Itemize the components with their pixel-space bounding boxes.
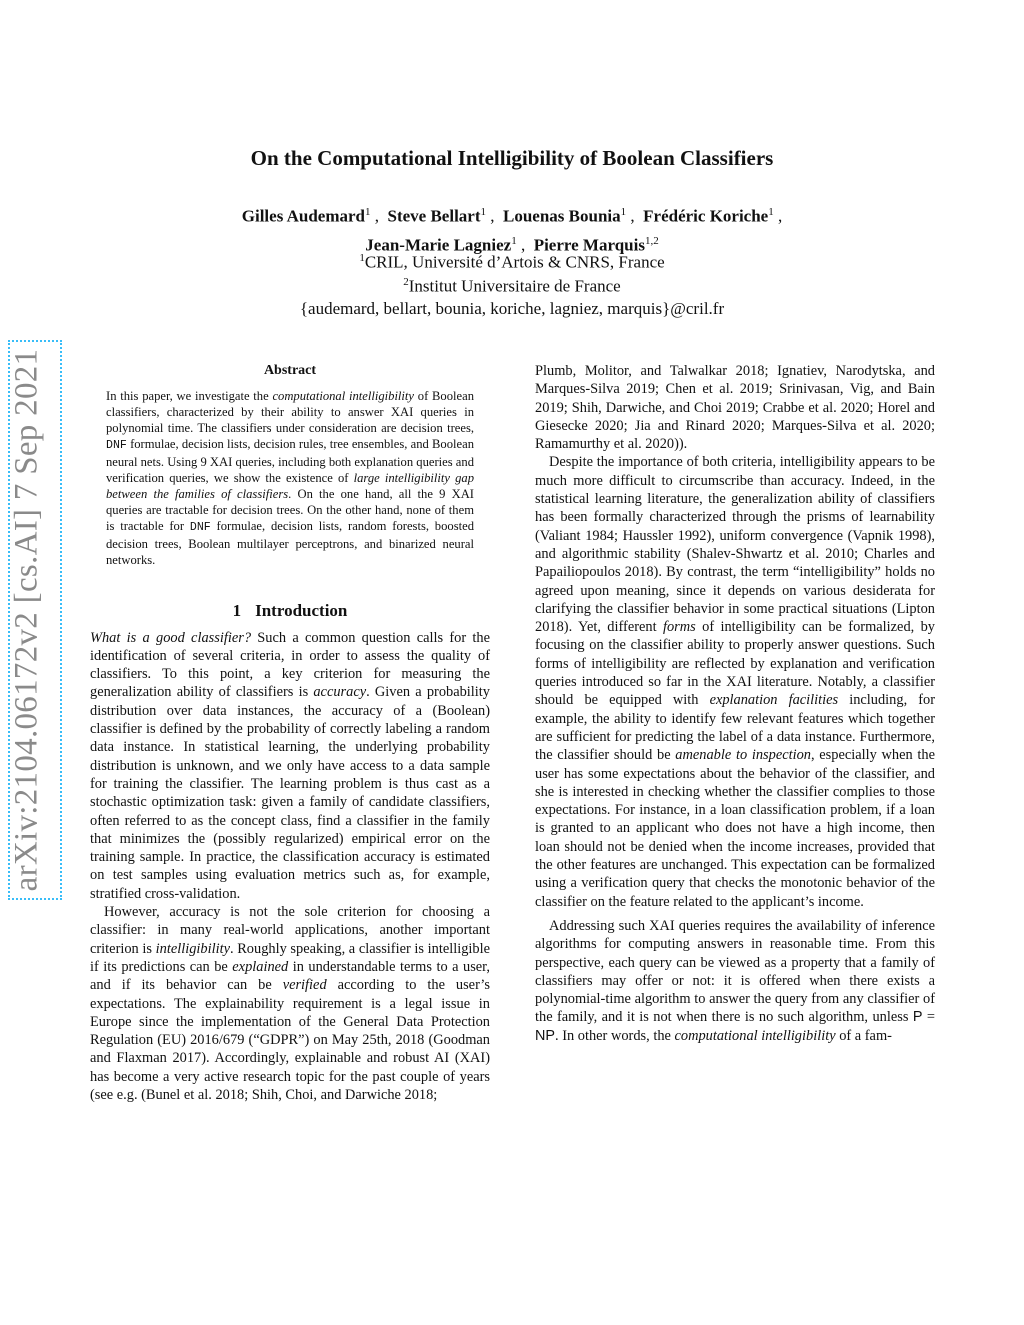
abstract-text: In this paper, we investigate the computational intelligibility of Boolean classifiers, characterized by their ability to answer XAI queries in polynomial time. The classifiers under consideration are decision trees, DNF formulae, decision lists, decision rules, tree ensembles, and Boolean neural nets. Using 9 XAI queries, including both explanation queries and verification queries, we show the existence of large intelligibility gap between the families of classifiers. On the one hand, all the 9 XAI queries are tractable for decision trees. On the other hand, none of them is tractable for DNF formulae, decision lists, random forests, boosted decision trees, Boolean multilayer perceptrons, and binarized neural networks.: [106, 389, 474, 568]
author-name: Steve Bellart: [387, 206, 481, 226]
author-affiliation-mark: 1,2: [644, 234, 659, 247]
abstract-heading: Abstract: [263, 363, 317, 378]
intro-paragraph-3: Despite the importance of both criteria, intelligibility appears to be much more difficult to circumscribe than accuracy. Indeed, in the statistical learning literature, the generalization ability of classifiers has been formally characterized through the prisms of learnability (Valiant 1984; Haussler 1992), uniform convergence (Vapnik 1998), and algorithmic stability (Shalev-Shwartz et al. 2010; Charles and Papailiopoulos 2018). By contrast, the term “intelligibility” holds no agreed upon meaning, since it depends on various desiderata for clarifying the classifier behavior in some practical situations (Lipton 2018). Yet, different forms of intelligibility can be formalized, by focusing on the classifier ability to properly answer questions. Such forms of intelligibility are reflected by explanation and verification queries introduced so far in the XAI literature. Notably, a classifier should be equipped with explanation facilities including, for example, the ability to identify few relevant features which together are sufficient for predicting the label of a data instance. Furthermore, the classifier should be amenable to inspection, especially when the user has some expectations about the behavior of the classifier, and she is interested in checking whether the classifier complies to those expectations. For instance, in a loan classification problem, if a loan is granted to an applicant who does not have a high income, then loan should not be denied when the income increases, provided that the other features are unchanged. This expectation can be formalized using a verification query that checks the monotonic behavior of the classifier on the feature related to the applicant’s income.: [535, 454, 936, 910]
right-column: [535, 362, 935, 1045]
intro-paragraph-1: What is a good classifier? Such a common question calls for the identification of several criteria, in order to assess the quality of classifiers. To this point, a key criterion for measuring the generalization ability of classifiers is accuracy. Given a probability distribution over data instances, the accuracy of a (Boolean) classifier is defined by the probability of correctly labeling a random data instance. In statistical learning, the underlying probability distribution is unknown, and we only have access to a data sample for training the classifier. The learning problem is thus cast as a stochastic optimization task: given a family of candidate classifiers, often referred to as the concept class, find a classifier in the family that minimizes the (possibly regularized) empirical error on the training sample. In practice, the classification accuracy is estimated on test samples using evaluation metrics such as, for example, stratified cross-validation.: [90, 629, 490, 902]
author-name: Pierre Marquis: [533, 235, 645, 255]
author-list: Gilles Audemard$^1$ , Steve Bellart$^1$ , Louenas Bounia$^1$ , Frédéric Koriche$^1$ , Jean-Marie Lagniez$^1$ , Pierre Marquis$^{1,2}$: [241, 206, 783, 255]
author-affiliation-mark: 1: [620, 206, 627, 218]
author-name: Gilles Audemard: [241, 206, 366, 226]
author-name: Frédéric Koriche: [643, 206, 769, 226]
author-affiliation-mark: 1: [365, 206, 371, 218]
intro-paragraph-4: Addressing such XAI queries requires the availability of inference algorithms for computing answers in reasonable time. From this perspective, each query can be viewed as a property that a family of classifiers may offer or not: it is offered when there exists a polynomial-time algorithm to answer the query from any classifier of the family, and it is not when there is no such algorithm, unless P = NP. In other words, the computational intelligibility of a fam-: [535, 917, 935, 1044]
author-affiliation-mark: 1: [768, 206, 774, 218]
arxiv-identifier: arXiv:2104.06172v2 [cs.AI] 7 Sep 2021: [8, 348, 45, 892]
citation-list-continued: Plumb, Molitor, and Talwalkar 2018; Ignatiev, Narodytska, and Marques-Silva 2019; Chen et al. 2019; Srinivasan, Vig, and Bain 2019; Shih, Darwiche, and Choi 2019; Crabbe et al. 2020; Horel and Giesecke 2020; Jia and Rinard 2020; Marques-Silva et al. 2020; Ramamurthy et al. 2020)).: [535, 363, 935, 453]
left-column: [90, 362, 490, 1104]
author-emails: {audemard, bellart, bounia, koriche, lagniez, marquis}@cril.fr: [299, 299, 725, 318]
author-name: Jean-Marie Lagniez: [365, 235, 512, 255]
affiliation-2: $^2$Institut Universitaire de France: [403, 276, 621, 296]
affiliation-1: $^1$CRIL, Université d’Artois & CNRS, France: [359, 252, 665, 272]
section-heading-introduction: 1 Introduction: [232, 601, 348, 621]
author-affiliation-mark: 1: [480, 206, 487, 218]
paper-title: On the Computational Intelligibility of Boolean Classifiers: [250, 146, 774, 170]
author-affiliation-mark: 1: [511, 234, 517, 247]
author-name: Louenas Bounia: [503, 206, 621, 226]
intro-paragraph-2: However, accuracy is not the sole criterion for choosing a classifier: in many real-world applications, another important criterion is intelligibility. Roughly speaking, a classifier is intelligible if its predictions can be explained in understandable terms to a user, and if its behavior can be verified according to the user’s expectations. The explainability requirement is a legal issue in Europe since the implementation of the General Data Protection Regulation (EU) 2016/679 (“GDPR”) on May 25th, 2018 (Goodman and Flaxman 2017). Accordingly, explainable and robust AI (XAI) has become a very active research topic for the past couple of years (see e.g. (Bunel et al. 2018; Shih, Choi, and Darwiche 2018;: [90, 904, 490, 1104]
